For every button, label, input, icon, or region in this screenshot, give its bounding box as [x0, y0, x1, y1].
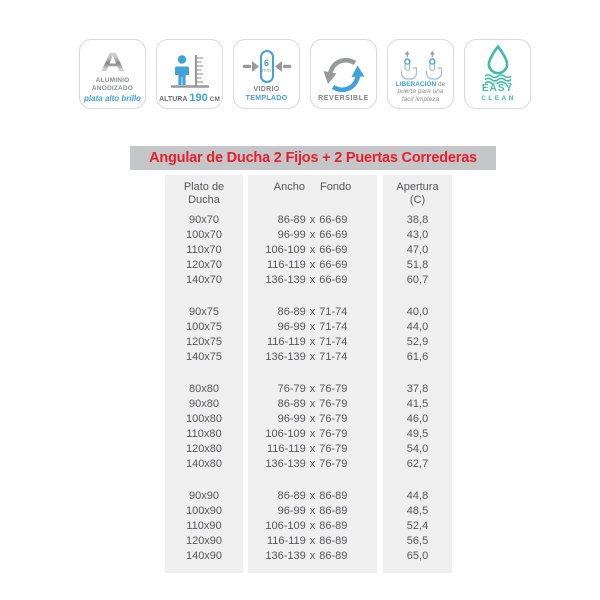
header-plato-line1: Plato de — [183, 181, 225, 193]
cell-fondo: 86-89 — [319, 550, 348, 562]
cell-plato: 100x70 — [185, 229, 223, 241]
cell-plato: 100x80 — [185, 413, 223, 425]
cell-fondo: 71-74 — [319, 321, 348, 333]
table-row — [165, 320, 452, 335]
altura-value: 190 — [189, 92, 208, 104]
cell-dimensions — [248, 335, 377, 350]
cell-apertura: 44,0 — [406, 321, 429, 333]
cell-fondo: 86-89 — [319, 505, 348, 517]
cell-x: x — [309, 351, 316, 363]
cell-x: x — [309, 535, 316, 547]
cell-ancho: 116-119 — [267, 443, 306, 455]
cell-dimensions — [248, 442, 377, 457]
cell-x: x — [309, 244, 316, 256]
cell-dimensions — [248, 213, 377, 228]
badge-aluminio-line1: ALUMINIO — [95, 77, 130, 84]
cell-x: x — [309, 259, 316, 271]
feature-badges-row — [79, 39, 531, 109]
cell-dimensions — [248, 427, 377, 442]
altura-label: ALTURA — [159, 96, 188, 103]
water-drop-waves-icon — [481, 44, 515, 84]
liberacion-strong: LIBERACIÓN — [395, 80, 437, 88]
cell-x: x — [309, 413, 316, 425]
cell-plato: 100x90 — [185, 505, 223, 517]
altura-unit: CM — [209, 96, 220, 103]
badge-vidrio-line1: VIDRIO — [253, 86, 280, 93]
cell-plato: 90x70 — [189, 214, 219, 226]
badge-reversible — [310, 39, 377, 109]
header-ancho-fondo — [248, 181, 377, 207]
badge-liberacion-line2: puerta para una — [397, 88, 444, 95]
cell-apertura: 54,0 — [406, 443, 429, 455]
aluminium-letter-icon: A — [100, 47, 125, 77]
header-fondo: Fondo — [320, 181, 352, 193]
cell-ancho: 106-109 — [265, 244, 306, 256]
table-row — [165, 335, 452, 350]
cell-apertura: 51,8 — [406, 259, 429, 271]
table-row — [165, 382, 452, 397]
badge-easyclean-line2: CLEAN — [481, 95, 516, 102]
table-row — [165, 258, 452, 273]
spec-table — [165, 175, 452, 573]
cell-fondo: 76-79 — [319, 428, 348, 440]
badge-aluminio-line3: plata alto brillo — [84, 94, 141, 103]
cell-ancho: 136-139 — [265, 550, 306, 562]
cell-fondo: 86-89 — [319, 535, 348, 547]
cell-ancho: 136-139 — [265, 458, 306, 470]
cell-plato: 90x80 — [189, 398, 219, 410]
cell-x: x — [309, 520, 316, 532]
cell-apertura: 49,5 — [406, 428, 429, 440]
badge-liberacion — [387, 39, 454, 109]
liberacion-rest: de — [436, 80, 446, 88]
cell-dimensions — [248, 504, 377, 519]
badge-easyclean-line1: EASY — [481, 83, 514, 94]
cell-plato: 110x70 — [186, 244, 222, 256]
cell-ancho: 86-89 — [277, 398, 306, 410]
cell-plato: 100x75 — [185, 321, 223, 333]
cell-fondo: 66-69 — [319, 274, 348, 286]
cell-x: x — [309, 398, 316, 410]
cell-dimensions — [248, 534, 377, 549]
cell-ancho: 86-89 — [277, 306, 306, 318]
cell-x: x — [309, 229, 316, 241]
cell-apertura: 65,0 — [406, 550, 429, 562]
cell-fondo: 71-74 — [319, 351, 348, 363]
header-ancho: Ancho — [273, 181, 305, 193]
table-row — [165, 549, 452, 564]
cell-fondo: 66-69 — [319, 244, 348, 256]
cell-dimensions — [248, 457, 377, 472]
cell-apertura: 60,7 — [406, 274, 429, 286]
arrow-right-icon — [243, 60, 259, 73]
cell-fondo: 71-74 — [319, 306, 348, 318]
header-apertura-line2: (C) — [409, 194, 426, 206]
cell-dimensions — [248, 320, 377, 335]
cell-apertura: 46,0 — [406, 413, 429, 425]
badge-liberacion-line3: fácil limpieza — [401, 95, 440, 103]
cell-dimensions — [248, 305, 377, 320]
cell-dimensions — [248, 273, 377, 288]
table-row — [165, 427, 452, 442]
badge-altura — [156, 39, 223, 109]
badge-aluminio-anodizado — [79, 39, 146, 109]
glass-thickness-value: 6 — [263, 58, 269, 68]
cell-ancho: 116-119 — [267, 259, 306, 271]
table-row — [165, 457, 452, 472]
header-apertura — [383, 181, 452, 207]
cell-fondo: 76-79 — [319, 458, 348, 470]
cell-apertura: 43,0 — [406, 229, 429, 241]
table-row — [165, 305, 452, 320]
cell-x: x — [309, 458, 316, 470]
cell-apertura: 62,7 — [406, 458, 429, 470]
table-group — [165, 382, 452, 472]
cell-apertura: 44,8 — [406, 490, 429, 502]
cell-ancho: 106-109 — [265, 428, 306, 440]
cell-plato: 120x80 — [185, 443, 223, 455]
table-row — [165, 213, 452, 228]
table-body — [165, 213, 452, 564]
cell-x: x — [309, 490, 316, 502]
cell-x: x — [309, 505, 316, 517]
table-header — [165, 175, 452, 207]
cell-dimensions — [248, 228, 377, 243]
cell-apertura: 38,8 — [406, 214, 429, 226]
cell-plato: 90x90 — [189, 490, 219, 502]
cell-plato: 120x90 — [185, 535, 223, 547]
table-row — [165, 534, 452, 549]
cell-fondo: 86-89 — [319, 520, 348, 532]
badge-vidrio-templado — [233, 39, 300, 109]
cell-fondo: 76-79 — [319, 383, 348, 395]
cell-apertura: 41,5 — [406, 398, 429, 410]
cell-plato: 140x75 — [185, 351, 223, 363]
badge-altura-caption — [159, 93, 220, 103]
cell-ancho: 106-109 — [265, 520, 306, 532]
cell-plato: 110x80 — [186, 428, 222, 440]
door-release-hands-icon — [398, 51, 444, 80]
cell-x: x — [309, 274, 316, 286]
table-row — [165, 412, 452, 427]
cell-dimensions — [248, 397, 377, 412]
cell-plato: 140x80 — [185, 458, 223, 470]
cell-plato: 90x75 — [189, 306, 219, 318]
arrow-left-icon — [275, 60, 291, 73]
header-plato — [165, 181, 243, 207]
cell-fondo: 66-69 — [319, 259, 348, 271]
cell-apertura: 47,0 — [406, 244, 429, 256]
table-row — [165, 273, 452, 288]
cell-apertura: 52,4 — [406, 520, 429, 532]
cell-ancho: 96-99 — [277, 505, 306, 517]
cell-dimensions — [248, 258, 377, 273]
cell-fondo: 71-74 — [319, 336, 348, 348]
cell-apertura: 48,5 — [406, 505, 429, 517]
glass-thickness-icon — [243, 50, 291, 83]
cell-ancho: 136-139 — [265, 351, 306, 363]
cell-fondo: 66-69 — [319, 229, 348, 241]
header-plato-line2: Ducha — [188, 194, 220, 206]
badge-easy-clean — [464, 39, 531, 109]
cell-dimensions — [248, 489, 377, 504]
table-group — [165, 305, 452, 365]
cell-fondo: 76-79 — [319, 413, 348, 425]
table-row — [165, 504, 452, 519]
cell-apertura: 37,8 — [406, 383, 429, 395]
cell-ancho: 86-89 — [277, 490, 306, 502]
cell-apertura: 56,5 — [406, 535, 429, 547]
table-row — [165, 489, 452, 504]
cell-plato: 80x80 — [189, 383, 219, 395]
cell-ancho: 116-119 — [267, 336, 306, 348]
cell-fondo: 86-89 — [319, 490, 348, 502]
cell-dimensions — [248, 350, 377, 365]
cell-dimensions — [248, 382, 377, 397]
cell-ancho: 116-119 — [267, 535, 306, 547]
cell-apertura: 61,6 — [406, 351, 429, 363]
cell-x: x — [309, 306, 316, 318]
cell-ancho: 76-79 — [277, 383, 306, 395]
cell-ancho: 96-99 — [277, 229, 306, 241]
cell-ancho: 136-139 — [265, 274, 306, 286]
cell-plato: 120x75 — [185, 336, 223, 348]
badge-reversible-label: REVERSIBLE — [318, 94, 369, 102]
table-row — [165, 519, 452, 534]
cell-dimensions — [248, 519, 377, 534]
cell-plato: 120x70 — [185, 259, 223, 271]
cell-fondo: 76-79 — [319, 443, 348, 455]
cell-dimensions — [248, 243, 377, 258]
table-row — [165, 397, 452, 412]
cell-fondo: 66-69 — [319, 214, 348, 226]
cell-ancho: 96-99 — [277, 321, 306, 333]
glass-thickness-unit: mm — [261, 68, 272, 74]
cell-plato: 140x90 — [185, 550, 223, 562]
cell-x: x — [309, 336, 316, 348]
cell-dimensions — [248, 412, 377, 427]
cell-dimensions — [248, 549, 377, 564]
table-row — [165, 228, 452, 243]
glass-pane-icon — [260, 50, 274, 83]
cell-plato: 110x90 — [186, 520, 222, 532]
badge-aluminio-line2: ANODIZADO — [91, 84, 134, 92]
header-apertura-line1: Apertura — [396, 181, 439, 193]
cell-x: x — [309, 214, 316, 226]
height-person-ruler-icon — [168, 53, 212, 91]
cell-ancho: 86-89 — [277, 214, 306, 226]
cell-x: x — [309, 321, 316, 333]
table-group — [165, 489, 452, 564]
cell-apertura: 52,9 — [406, 336, 429, 348]
table-group — [165, 213, 452, 288]
table-row — [165, 442, 452, 457]
cell-ancho: 96-99 — [277, 413, 306, 425]
badge-vidrio-line2: TEMPLADO — [245, 94, 288, 102]
badge-liberacion-line1 — [396, 81, 446, 89]
cell-x: x — [309, 550, 316, 562]
table-row — [165, 243, 452, 258]
cell-plato: 140x70 — [185, 274, 223, 286]
cell-x: x — [309, 383, 316, 395]
table-row — [165, 350, 452, 365]
cell-x: x — [309, 443, 316, 455]
cell-apertura: 40,0 — [406, 306, 429, 318]
cell-x: x — [309, 428, 316, 440]
cell-fondo: 76-79 — [319, 398, 348, 410]
product-title: Angular de Ducha 2 Fijos + 2 Puertas Correderas — [149, 150, 477, 166]
reversible-arrows-icon — [321, 58, 367, 92]
product-title-bar — [130, 146, 496, 170]
